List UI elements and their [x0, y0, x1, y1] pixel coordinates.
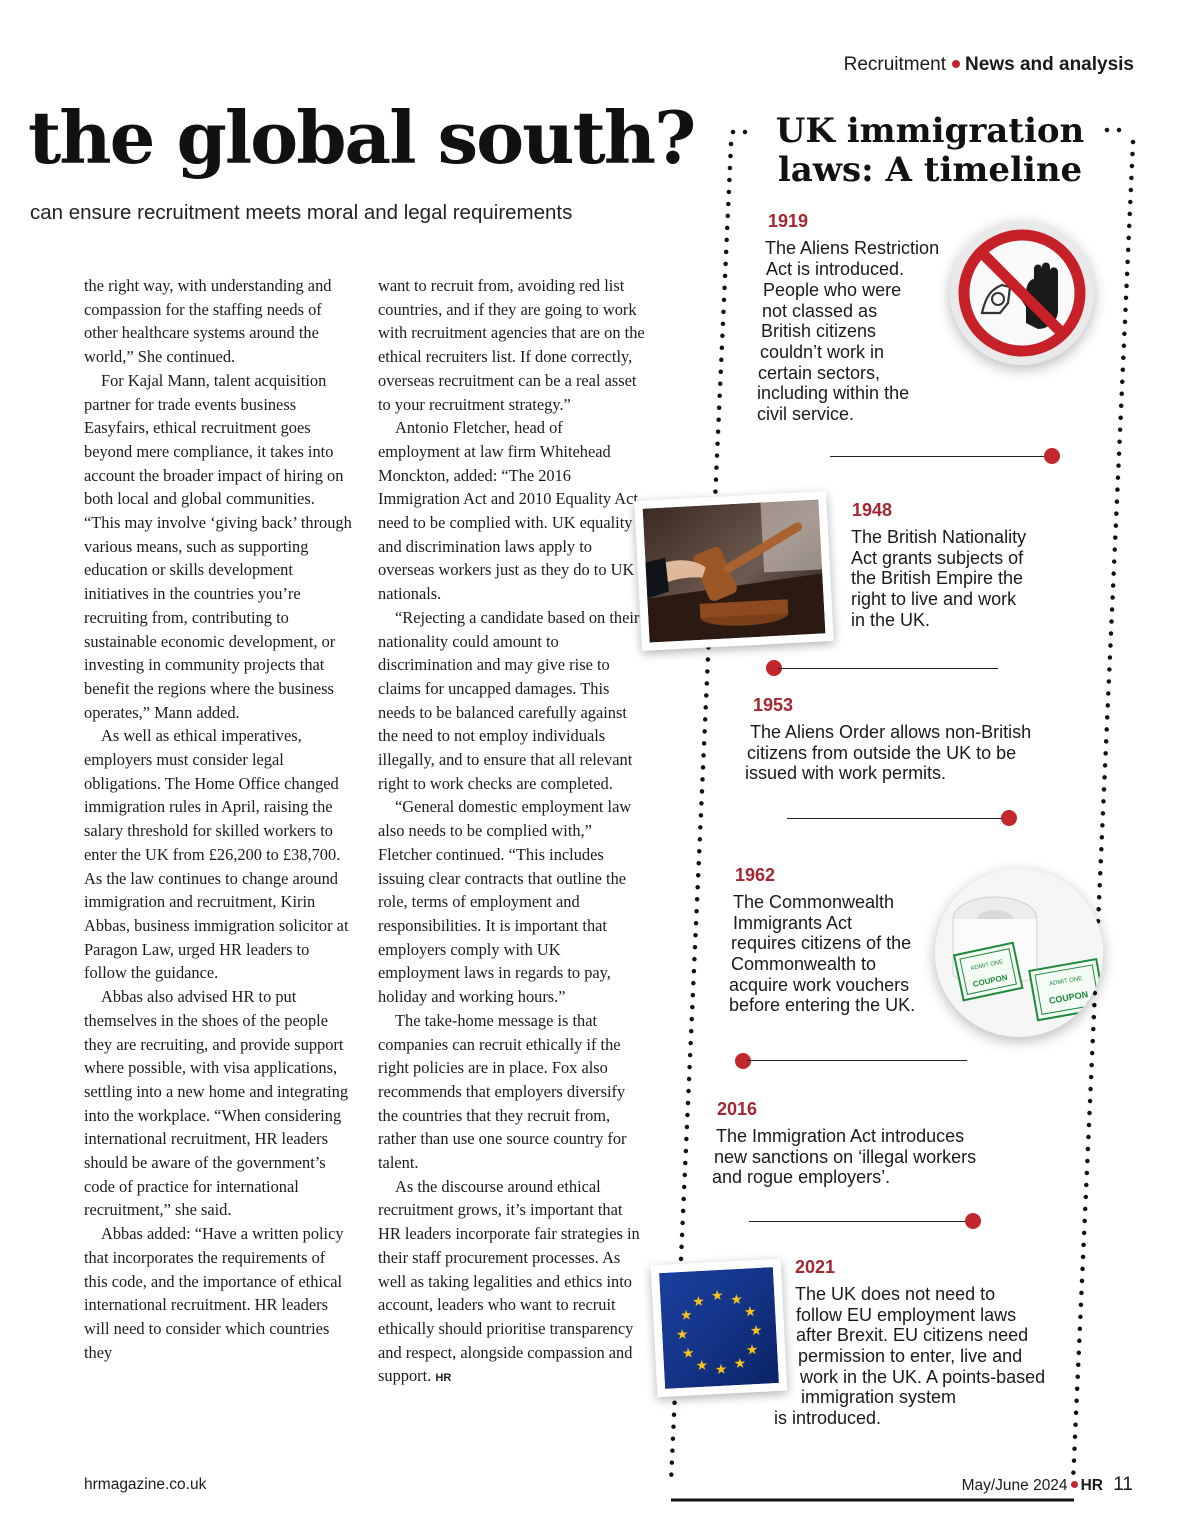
- event-line: not classed as: [762, 301, 878, 321]
- timeline-dot: [1001, 810, 1017, 826]
- end-mark: HR: [435, 1372, 452, 1385]
- event-line: civil service.: [757, 404, 855, 424]
- timeline-connector: [747, 1060, 967, 1061]
- event-line: certain sectors,: [758, 363, 881, 383]
- event-line: including within the: [757, 383, 910, 403]
- subsection-label: News and analysis: [965, 54, 1134, 75]
- gavel-photo: [634, 491, 834, 651]
- timeline-dot: [965, 1213, 981, 1229]
- event-year-1948: 1948: [852, 500, 893, 520]
- event-line: The British Nationality: [851, 527, 1027, 547]
- timeline-connector: [749, 1221, 969, 1222]
- timeline-dot: [1044, 448, 1060, 464]
- event-year-1953: 1953: [753, 695, 794, 715]
- timeline-title: [770, 112, 1090, 190]
- event-year-1919: 1919: [768, 211, 809, 231]
- coupon-roll-icon: [935, 869, 1103, 1037]
- svg-text:COUPON: COUPON: [972, 972, 1009, 989]
- event-line: in the UK.: [851, 610, 931, 630]
- svg-text:★: ★: [681, 1345, 695, 1362]
- event-year-2021: 2021: [795, 1257, 836, 1277]
- svg-text:★: ★: [749, 1322, 763, 1340]
- event-line: work in the UK. A points-based: [800, 1367, 1046, 1387]
- paragraph: The take-home message is that companies can recruit ethically if the right policies are in place. Fox also recommends that employers diversify the countries that they recruit from, rather than use one source country for talent.: [378, 1010, 627, 1173]
- event-line: right to live and work: [851, 589, 1017, 609]
- paragraph: the right way, with understanding and compassion for the staffing needs of other healthcare systems around the world,” She continued.: [84, 276, 332, 367]
- event-line: The Commonwealth: [733, 892, 895, 912]
- footer-issue: May/June 2024: [961, 1477, 1068, 1494]
- paragraph: Abbas added: “Have a written policy that incorporates the requirements of this code, and the importance of ethical international recruitment. HR leaders will need to consider which countries they: [84, 1224, 344, 1362]
- svg-text:★: ★: [675, 1326, 690, 1344]
- event-line: before entering the UK.: [729, 995, 916, 1015]
- event-line: after Brexit. EU citizens need: [796, 1325, 1029, 1345]
- event-line: and rogue employers’.: [712, 1167, 891, 1187]
- event-line: Immigrants Act: [733, 913, 853, 933]
- paragraph-text: As the discourse around ethical recruitment grows, it’s important that HR leaders incorporate fair strategies in their staff procurement processes. As well as taking legalities and ethics into account, leaders who want to recruit ethically should prioritise transparency and respect, alongside compassion and support.: [378, 1176, 640, 1386]
- svg-text:★: ★: [695, 1357, 709, 1375]
- no-entry-photo: [950, 221, 1094, 365]
- event-line: People who were: [763, 280, 902, 300]
- paragraph: For Kajal Mann, talent acquisition partner for trade events business Easyfairs, ethical recruitment goes beyond mere compliance, it takes into account the broader impact of hiring on both local and global communities. “This may involve ‘giving back’ through various means, such as supporting education or skills development initiatives in the countries you’re recruiting from, contributing to sustainable economic development, or investing in community projects that benefit the regions where the business operates,” Mann added.: [84, 370, 352, 722]
- event-line: Act grants subjects of: [851, 548, 1024, 568]
- separator-dot: [1071, 1481, 1078, 1488]
- event-line: the British Empire the: [851, 568, 1024, 588]
- gavel-icon: [643, 499, 826, 642]
- event-line: The Immigration Act introduces: [716, 1126, 965, 1146]
- paragraph: Abbas also advised HR to put themselves in the shoes of the people they are recruiting, and provide support where possible, with visa applications, settling into a new home and integrating into the workplace. “When considering international recruitment, HR leaders should be aware of the government’s code of practice for international recruitment,” she said.: [84, 987, 349, 1220]
- event-line: The UK does not need to: [795, 1284, 996, 1304]
- event-line: acquire work vouchers: [729, 975, 910, 995]
- svg-text:ADMIT ONE: ADMIT ONE: [1048, 975, 1083, 988]
- standfirst: can ensure recruitment meets moral and legal requirements: [30, 201, 573, 224]
- event-line: citizens from outside the UK to be: [747, 743, 1017, 763]
- headline: the global south?: [28, 95, 695, 180]
- timeline-dot: [735, 1053, 751, 1069]
- event-line: is introduced.: [774, 1408, 882, 1428]
- event-line: requires citizens of the: [731, 933, 912, 953]
- svg-text:★: ★: [691, 1293, 706, 1311]
- svg-text:★: ★: [745, 1341, 759, 1359]
- svg-text:★: ★: [729, 1291, 744, 1309]
- section-label: Recruitment: [843, 54, 947, 75]
- event-line: The Aliens Order allows non-British: [750, 722, 1032, 742]
- eu-flag-photo: [651, 1259, 788, 1398]
- event-line: couldn’t work in: [760, 342, 885, 362]
- paragraph: want to recruit from, avoiding red list countries, and if they are going to work with recruitment agencies that are on the ethical recruiters list. If done correctly, overseas recruitment can be a real asset to your recruitment strategy.”: [378, 276, 645, 414]
- timeline-connector: [787, 818, 1005, 819]
- timeline-connector: [778, 668, 998, 669]
- eu-flag-icon: [659, 1267, 779, 1389]
- page-number: 11: [1113, 1474, 1133, 1495]
- event-line: Commonwealth to: [731, 954, 877, 974]
- event-year-2016: 2016: [717, 1099, 758, 1119]
- event-line: immigration system: [801, 1387, 957, 1407]
- paragraph: “Rejecting a candidate based on their nationality could amount to discrimination and may give rise to claims for uncapped damages. This needs to be balanced carefully against the need to not employ individuals illegally, and to ensure that all relevant right to work checks are completed.: [378, 607, 640, 793]
- coupon-roll-photo: [935, 869, 1103, 1037]
- event-line: Act is introduced.: [766, 259, 905, 279]
- footer-issue-info: [0, 1474, 1133, 1496]
- paragraph: Antonio Fletcher, head of employment at law firm Whitehead Monckton, added: “The 2016 Immigration Act and 2010 Equality Act need to be complied with. UK equality and discrimination laws apply to overseas workers just as they do to UK nationals.: [378, 418, 638, 604]
- event-year-1962: 1962: [735, 865, 776, 885]
- svg-text:★: ★: [714, 1361, 728, 1379]
- timeline-title-line: UK immigration: [775, 111, 1085, 151]
- svg-text:★: ★: [733, 1355, 747, 1373]
- event-line: The Aliens Restriction: [765, 238, 940, 258]
- event-line: follow EU employment laws: [796, 1305, 1017, 1325]
- no-entry-sign-icon: [950, 221, 1094, 365]
- paragraph: As well as ethical imperatives, employers must consider legal obligations. The Home Office changed immigration rules in April, raising the salary threshold for skilled workers to enter the UK from £26,200 to £38,700. As the law continues to change around immigration and recruitment, Kirin Abbas, business immigration solicitor at Paragon Law, urged HR leaders to follow the guidance.: [84, 726, 349, 983]
- event-line: new sanctions on ‘illegal workers: [714, 1147, 977, 1167]
- svg-text:★: ★: [710, 1287, 725, 1305]
- footer-site: hrmagazine.co.uk: [84, 1476, 207, 1493]
- svg-text:★: ★: [743, 1304, 757, 1321]
- event-line: issued with work permits.: [745, 763, 947, 783]
- paragraph: “General domestic employment law also needs to be complied with,” Fletcher continued. “This includes issuing clear contracts that outline the role, terms of employment and responsibilities. It is important that employers comply with UK employment laws in regards to pay, holiday and working hours.”: [378, 797, 632, 1007]
- footer-brand: HR: [1080, 1477, 1103, 1494]
- svg-text:COUPON: COUPON: [1048, 989, 1089, 1006]
- svg-text:ADMIT ONE: ADMIT ONE: [970, 959, 1004, 973]
- event-line: permission to enter, live and: [798, 1346, 1023, 1366]
- svg-text:★: ★: [679, 1307, 694, 1325]
- event-line: British citizens: [761, 321, 877, 341]
- timeline-connector: [830, 456, 1048, 457]
- timeline-title-line: laws: A timeline: [777, 150, 1083, 190]
